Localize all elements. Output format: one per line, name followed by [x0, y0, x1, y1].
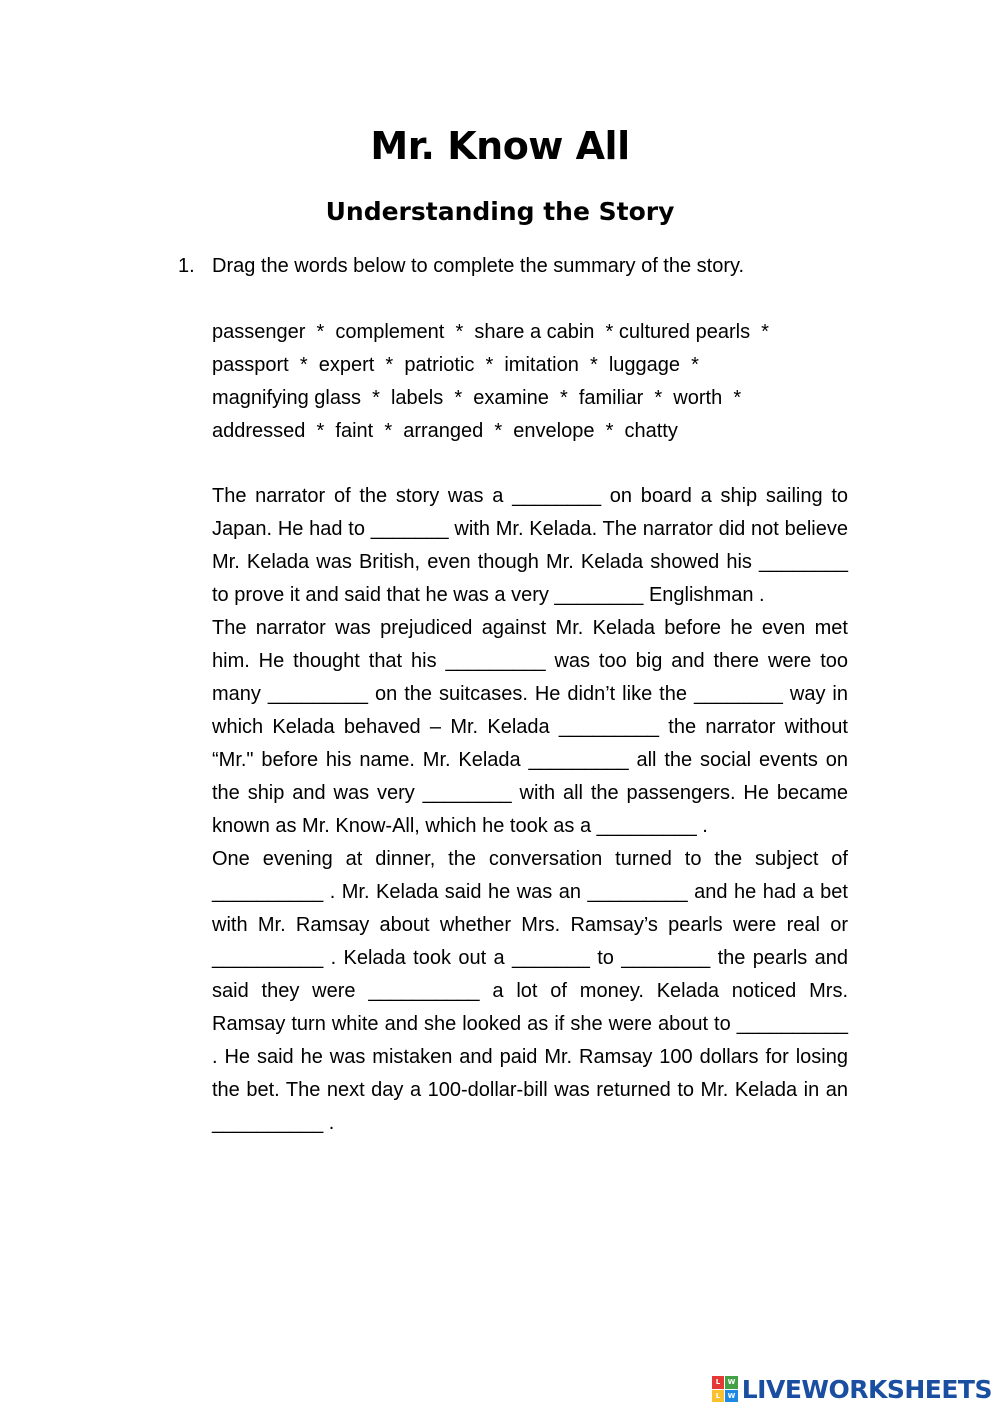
summary-text: with all the passengers. He became known as Mr. Know-All, which he took as a — [212, 782, 848, 837]
blank-field[interactable]: __________ — [212, 947, 324, 969]
instruction — [178, 250, 858, 282]
summary-text: . He said he was mistaken and paid Mr. Ramsay 100 dollars for losing the bet. The next day a 100-dollar-bill was returned to Mr. Kelada in an — [212, 1046, 848, 1101]
summary-text: to prove it and said that he was a very — [212, 584, 555, 606]
instruction-text: Drag the words below to complete the summary of the story. — [212, 255, 745, 277]
summary-text: . Kelada took out a — [323, 947, 512, 969]
summary-paragraph-2 — [212, 612, 848, 843]
blank-field[interactable]: ________ — [422, 782, 512, 804]
summary-text: the pearls and said they were — [212, 947, 849, 1002]
word-bank-line[interactable]: addressed * faint * arranged * envelope * chatty — [212, 420, 678, 442]
blank-field[interactable]: __________ — [212, 1112, 324, 1134]
blank-field[interactable]: __________ — [212, 881, 324, 903]
blank-field[interactable]: _________ — [267, 683, 368, 705]
logo-badge-cell: L — [712, 1390, 725, 1403]
blank-field[interactable]: _________ — [596, 815, 697, 837]
blank-field[interactable]: _______ — [511, 947, 590, 969]
summary-text: . — [696, 815, 708, 837]
page-subtitle: Understanding the Story — [325, 197, 675, 226]
blank-field[interactable]: ________ — [512, 485, 602, 507]
blank-field[interactable]: _________ — [445, 650, 546, 672]
blank-field[interactable]: _________ — [558, 716, 659, 738]
summary-text: Englishman . — [643, 584, 765, 606]
blank-field[interactable]: _________ — [528, 749, 629, 771]
summary-text: way in which Kelada behaved – Mr. Kelada — [212, 683, 848, 738]
page-title: Mr. Know All — [370, 124, 630, 168]
logo-badge-icon — [712, 1376, 738, 1402]
summary-text: . — [323, 1112, 335, 1134]
summary-text: on board a ship sailing to Japan. He had to — [212, 485, 848, 540]
blank-field[interactable]: _________ — [587, 881, 688, 903]
summary-text: on the suitcases. He didn’t like the — [368, 683, 694, 705]
blank-field[interactable]: __________ — [368, 980, 480, 1002]
summary-text: . Mr. Kelada said he was an — [323, 881, 588, 903]
logo-badge-cell: W — [725, 1376, 738, 1389]
instruction-number: 1. — [178, 255, 195, 277]
word-bank-line[interactable]: magnifying glass * labels * examine * familiar * worth * — [212, 387, 742, 409]
summary-text: the narrator without “Mr." before his name. Mr. Kelada — [212, 716, 848, 771]
summary-text: a lot of money. Kelada noticed Mrs. Ramsay turn white and she looked as if she were about to — [212, 980, 849, 1035]
logo-badge-cell: W — [725, 1390, 738, 1403]
summary-text: was too big and there were too many — [212, 650, 848, 705]
blank-field[interactable]: __________ — [736, 1013, 848, 1035]
word-bank — [212, 316, 852, 448]
summary-text: with Mr. Kelada. The narrator did not believe Mr. Kelada was British, even though Mr. Kelada showed his — [212, 518, 848, 573]
liveworksheets-logo — [712, 1371, 992, 1407]
blank-field[interactable]: ________ — [693, 683, 783, 705]
blank-field[interactable]: ________ — [759, 551, 848, 573]
word-bank-line[interactable]: passport * expert * patriotic * imitation * luggage * — [212, 354, 699, 376]
summary-text: all the social events on the ship and was very — [212, 749, 848, 804]
summary-text: The narrator of the story was a — [212, 485, 513, 507]
summary-text: The narrator was prejudiced against Mr. Kelada before he even met him. He thought that his — [212, 617, 848, 672]
summary-paragraph-3 — [212, 843, 848, 1140]
blank-field[interactable]: ________ — [554, 584, 644, 606]
summary-text: to — [589, 947, 622, 969]
story-summary — [212, 480, 848, 1140]
summary-text: One evening at dinner, the conversation turned to the subject of — [212, 848, 848, 870]
blank-field[interactable]: _______ — [370, 518, 449, 540]
summary-paragraph-1 — [212, 480, 848, 612]
blank-field[interactable]: ________ — [621, 947, 711, 969]
logo-badge-cell: L — [712, 1376, 725, 1389]
word-bank-line[interactable]: passenger * complement * share a cabin * cultured pearls * — [212, 321, 769, 343]
summary-text: and he had a bet with Mr. Ramsay about whether Mrs. Ramsay’s pearls were real or — [212, 881, 848, 936]
logo-text: LIVEWORKSHEETS — [741, 1374, 992, 1404]
